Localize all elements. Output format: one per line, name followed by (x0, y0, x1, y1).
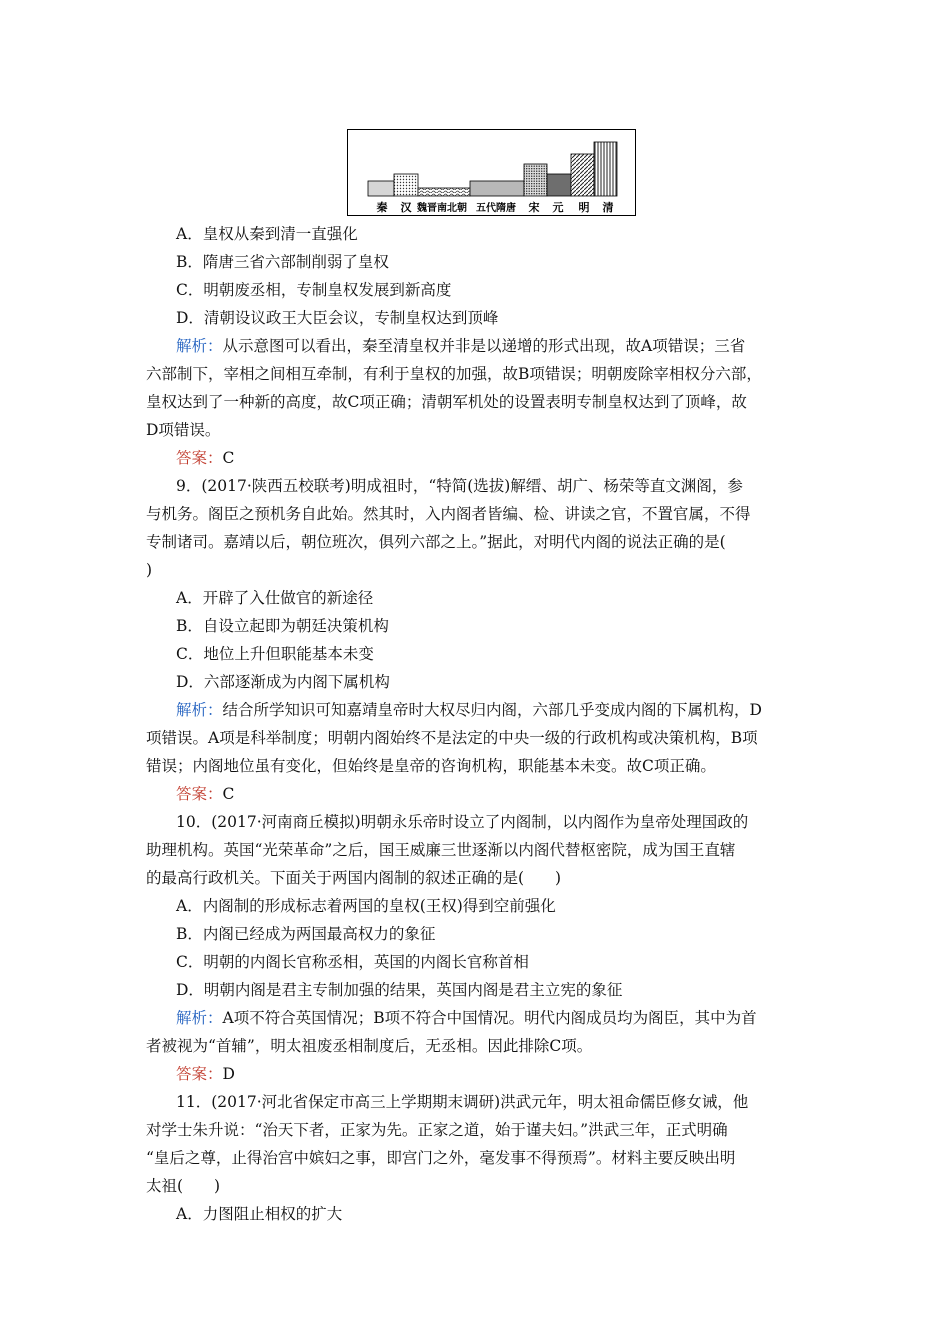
category-label-7: 清 (602, 201, 614, 214)
analysis-label: 解析： (176, 337, 223, 355)
bar-1 (394, 174, 418, 196)
q8-option-c: C．明朝废丞相，专制皇权发展到新高度 (176, 281, 452, 299)
bar-chart-figure (347, 129, 636, 216)
q8-option-a: A．皇权从秦到清一直强化 (176, 225, 358, 243)
q9-option-b: B．自设立起即为朝廷决策机构 (176, 617, 389, 635)
bar-6 (571, 154, 594, 196)
q10-option-c: C．明朝的内阁长官称丞相，英国的内阁长官称首相 (176, 953, 529, 971)
category-label-5: 元 (552, 201, 564, 214)
q9-answer (176, 784, 836, 804)
q10-option-a: A．内阁制的形成标志着两国的皇权(王权)得到空前强化 (176, 897, 556, 915)
q9-option-d: D．六部逐渐成为内阁下属机构 (176, 673, 390, 691)
category-label-6: 明 (578, 201, 590, 214)
q10-stem-line-3: 的最高行政机关。下面关于两国内阁制的叙述正确的是( ) (146, 869, 562, 887)
category-label-3: 五代隋唐 (476, 203, 516, 214)
category-label-0: 秦 (376, 201, 388, 214)
answer-value: C (222, 449, 235, 467)
q8-answer (176, 448, 836, 468)
bar-7 (594, 142, 617, 196)
q9-stem-line-4: ) (146, 561, 153, 579)
q8-option-b: B．隋唐三省六部制削弱了皇权 (176, 253, 389, 271)
category-label-1: 汉 (400, 201, 412, 214)
category-label-4: 宋 (528, 201, 540, 214)
q8-analysis-line-3: 皇权达到了一种新的高度，故C项正确；清朝军机处的设置表明专制皇权达到了顶峰，故 (146, 393, 747, 411)
bar-0 (368, 181, 394, 196)
answer-label: 答案： (176, 1065, 223, 1083)
q11-stem-line-1: 11．(2017·河北省保定市高三上学期期末调研)洪武元年，明太祖命儒臣修女诫，他 (176, 1093, 749, 1111)
q10-stem-line-1: 10．(2017·河南商丘模拟)明朝永乐帝时设立了内阁制，以内阁作为皇帝处理国政的 (176, 813, 749, 831)
answer-label: 答案： (176, 449, 223, 467)
q11-option-a: A．力图阻止相权的扩大 (176, 1205, 343, 1223)
analysis-text: 从示意图可以看出，秦至清皇权并非是以递增的形式出现，故A项错误；三省 (222, 337, 746, 355)
q9-option-c: C．地位上升但职能基本未变 (176, 645, 374, 663)
q9-stem-line-2: 与机务。阁臣之预机务自此始。然其时，入内阁者皆编、检、讲读之官，不置官属，不得 (146, 505, 751, 523)
q10-option-d: D．明朝内阁是君主专制加强的结果，英国内阁是君主立宪的象征 (176, 981, 623, 999)
q10-option-b: B．内阁已经成为两国最高权力的象征 (176, 925, 436, 943)
q9-stem-line-1: 9．(2017·陕西五校联考)明成祖时，“特简(选拔)解缙、胡广、杨荣等直文渊阁，参 (176, 477, 743, 495)
q11-stem-line-3: “皇后之尊，止得治宫中嫔妇之事，即宫门之外，毫发事不得预焉”。材料主要反映出明 (146, 1149, 736, 1167)
q10-stem-line-2: 助理机构。英国“光荣革命”之后，国王威廉三世逐渐以内阁代替枢密院，成为国王直辖 (146, 841, 736, 859)
q8-analysis-line-2: 六部制下，宰相之间相互牵制，有利于皇权的加强，故B项错误；明朝废除宰相权分六部， (146, 365, 762, 383)
q8-option-d: D．清朝设议政王大臣会议，专制皇权达到顶峰 (176, 309, 499, 327)
q9-analysis-line-2: 项错误。A项是科举制度；明朝内阁始终不是法定的中央一级的行政机构或决策机构，B项 (146, 729, 758, 747)
answer-value: D (222, 1065, 235, 1083)
q10-analysis-line-1 (176, 1008, 836, 1028)
chart-svg (348, 130, 637, 217)
bar-5 (547, 174, 571, 196)
q11-stem-line-4: 太祖( ) (146, 1177, 221, 1195)
q11-stem-line-2: 对学士朱升说：“治天下者，正家为先。正家之道，始于谨夫妇。”洪武三年，正式明确 (146, 1121, 728, 1139)
q8-analysis-line-4: D项错误。 (146, 421, 221, 439)
analysis-label: 解析： (176, 1009, 223, 1027)
q8-analysis-line-1 (176, 336, 836, 356)
q9-stem-line-3: 专制诸司。嘉靖以后，朝位班次，俱列六部之上。”据此，对明代内阁的说法正确的是( (146, 533, 726, 551)
analysis-label: 解析： (176, 701, 223, 719)
q9-analysis-line-1 (176, 700, 836, 720)
q9-option-a: A．开辟了入仕做官的新途径 (176, 589, 374, 607)
bar-2 (418, 188, 470, 196)
q10-analysis-line-2: 者被视为“首辅”，明太祖废丞相制度后，无丞相。因此排除C项。 (146, 1037, 593, 1055)
answer-label: 答案： (176, 785, 223, 803)
bar-3 (470, 181, 524, 196)
bar-4 (524, 164, 547, 196)
q10-answer (176, 1064, 836, 1084)
q9-analysis-line-3: 错误；内阁地位虽有变化，但始终是皇帝的咨询机构，职能基本未变。故C项正确。 (146, 757, 716, 775)
answer-value: C (222, 785, 235, 803)
analysis-text: A项不符合英国情况；B项不符合中国情况。明代内阁成员均为阁臣，其中为首 (222, 1009, 757, 1027)
analysis-text: 结合所学知识可知嘉靖皇帝时大权尽归内阁，六部几乎变成内阁的下属机构，D (222, 701, 762, 719)
category-label-2: 魏晋南北朝 (417, 203, 467, 214)
